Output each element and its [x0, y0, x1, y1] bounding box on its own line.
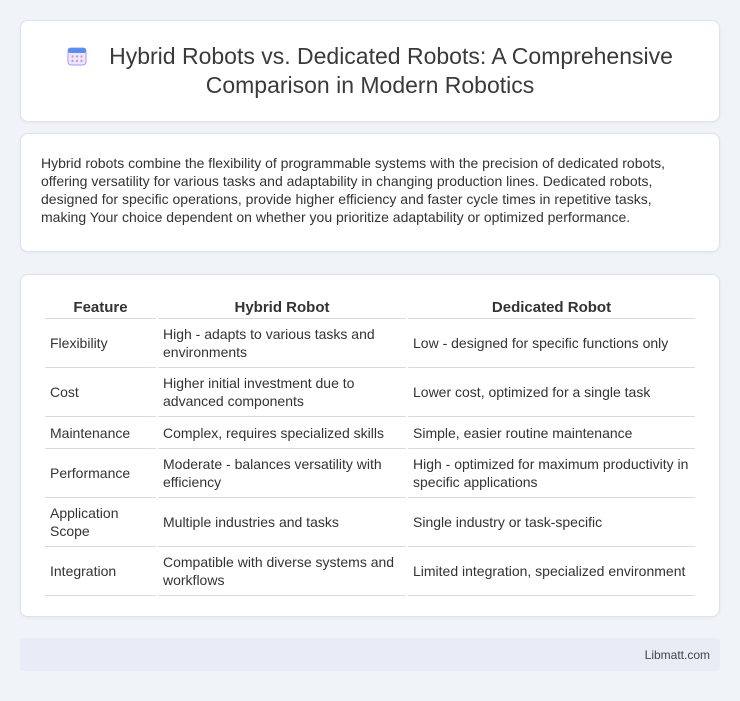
- cell-dedicated: Lower cost, optimized for a single task: [408, 368, 695, 417]
- table-row: [45, 449, 695, 498]
- cell-dedicated: Low - designed for specific functions only: [408, 319, 695, 368]
- table-row: [45, 417, 695, 449]
- cell-feature: Performance: [45, 449, 156, 498]
- cell-dedicated: Simple, easier routine maintenance: [408, 417, 695, 449]
- cell-dedicated: Single industry or task-specific: [408, 498, 695, 547]
- cell-dedicated: Limited integration, specialized environment: [408, 547, 695, 596]
- header-feature: Feature: [45, 297, 156, 319]
- cell-hybrid: High - adapts to various tasks and environments: [158, 319, 406, 368]
- calendar-icon: [67, 44, 87, 64]
- table-header-row: [45, 297, 695, 319]
- intro-paragraph: Hybrid robots combine the flexibility of programmable systems with the precision of dedicated robots, offering versatility for various tasks and adaptability in changing production lines. Dedicated robots, designed for specific operations, provide higher efficiency and faster cycle times in repetitive tasks, making Your choice dependent on whether you prioritize adaptability or optimized performance.: [41, 155, 666, 225]
- footer-site-link[interactable]: Libmatt.com: [644, 647, 710, 662]
- cell-feature: Application Scope: [45, 498, 156, 547]
- comparison-card: [20, 274, 720, 617]
- cell-feature: Integration: [45, 547, 156, 596]
- table-row: [45, 368, 695, 417]
- cell-hybrid: Higher initial investment due to advanced components: [158, 368, 406, 417]
- title-card: [20, 20, 720, 122]
- header-dedicated-robot: Dedicated Robot: [408, 297, 695, 319]
- cell-hybrid: Complex, requires specialized skills: [158, 417, 406, 449]
- page-title-text: Hybrid Robots vs. Dedicated Robots: A Comprehensive Comparison in Modern Robotics: [109, 43, 673, 98]
- cell-feature: Flexibility: [45, 319, 156, 368]
- table-row: [45, 547, 695, 596]
- cell-hybrid: Moderate - balances versatility with efficiency: [158, 449, 406, 498]
- cell-hybrid: Multiple industries and tasks: [158, 498, 406, 547]
- comparison-table: [43, 297, 697, 596]
- intro-card: [20, 133, 720, 252]
- footer: [20, 638, 720, 671]
- table-row: [45, 319, 695, 368]
- title-wrap: [61, 42, 679, 100]
- cell-hybrid: Compatible with diverse systems and workflows: [158, 547, 406, 596]
- header-hybrid-robot: Hybrid Robot: [158, 297, 406, 319]
- table-row: [45, 498, 695, 547]
- cell-feature: Maintenance: [45, 417, 156, 449]
- cell-feature: Cost: [45, 368, 156, 417]
- cell-dedicated: High - optimized for maximum productivity in specific applications: [408, 449, 695, 498]
- page-title: [61, 42, 679, 100]
